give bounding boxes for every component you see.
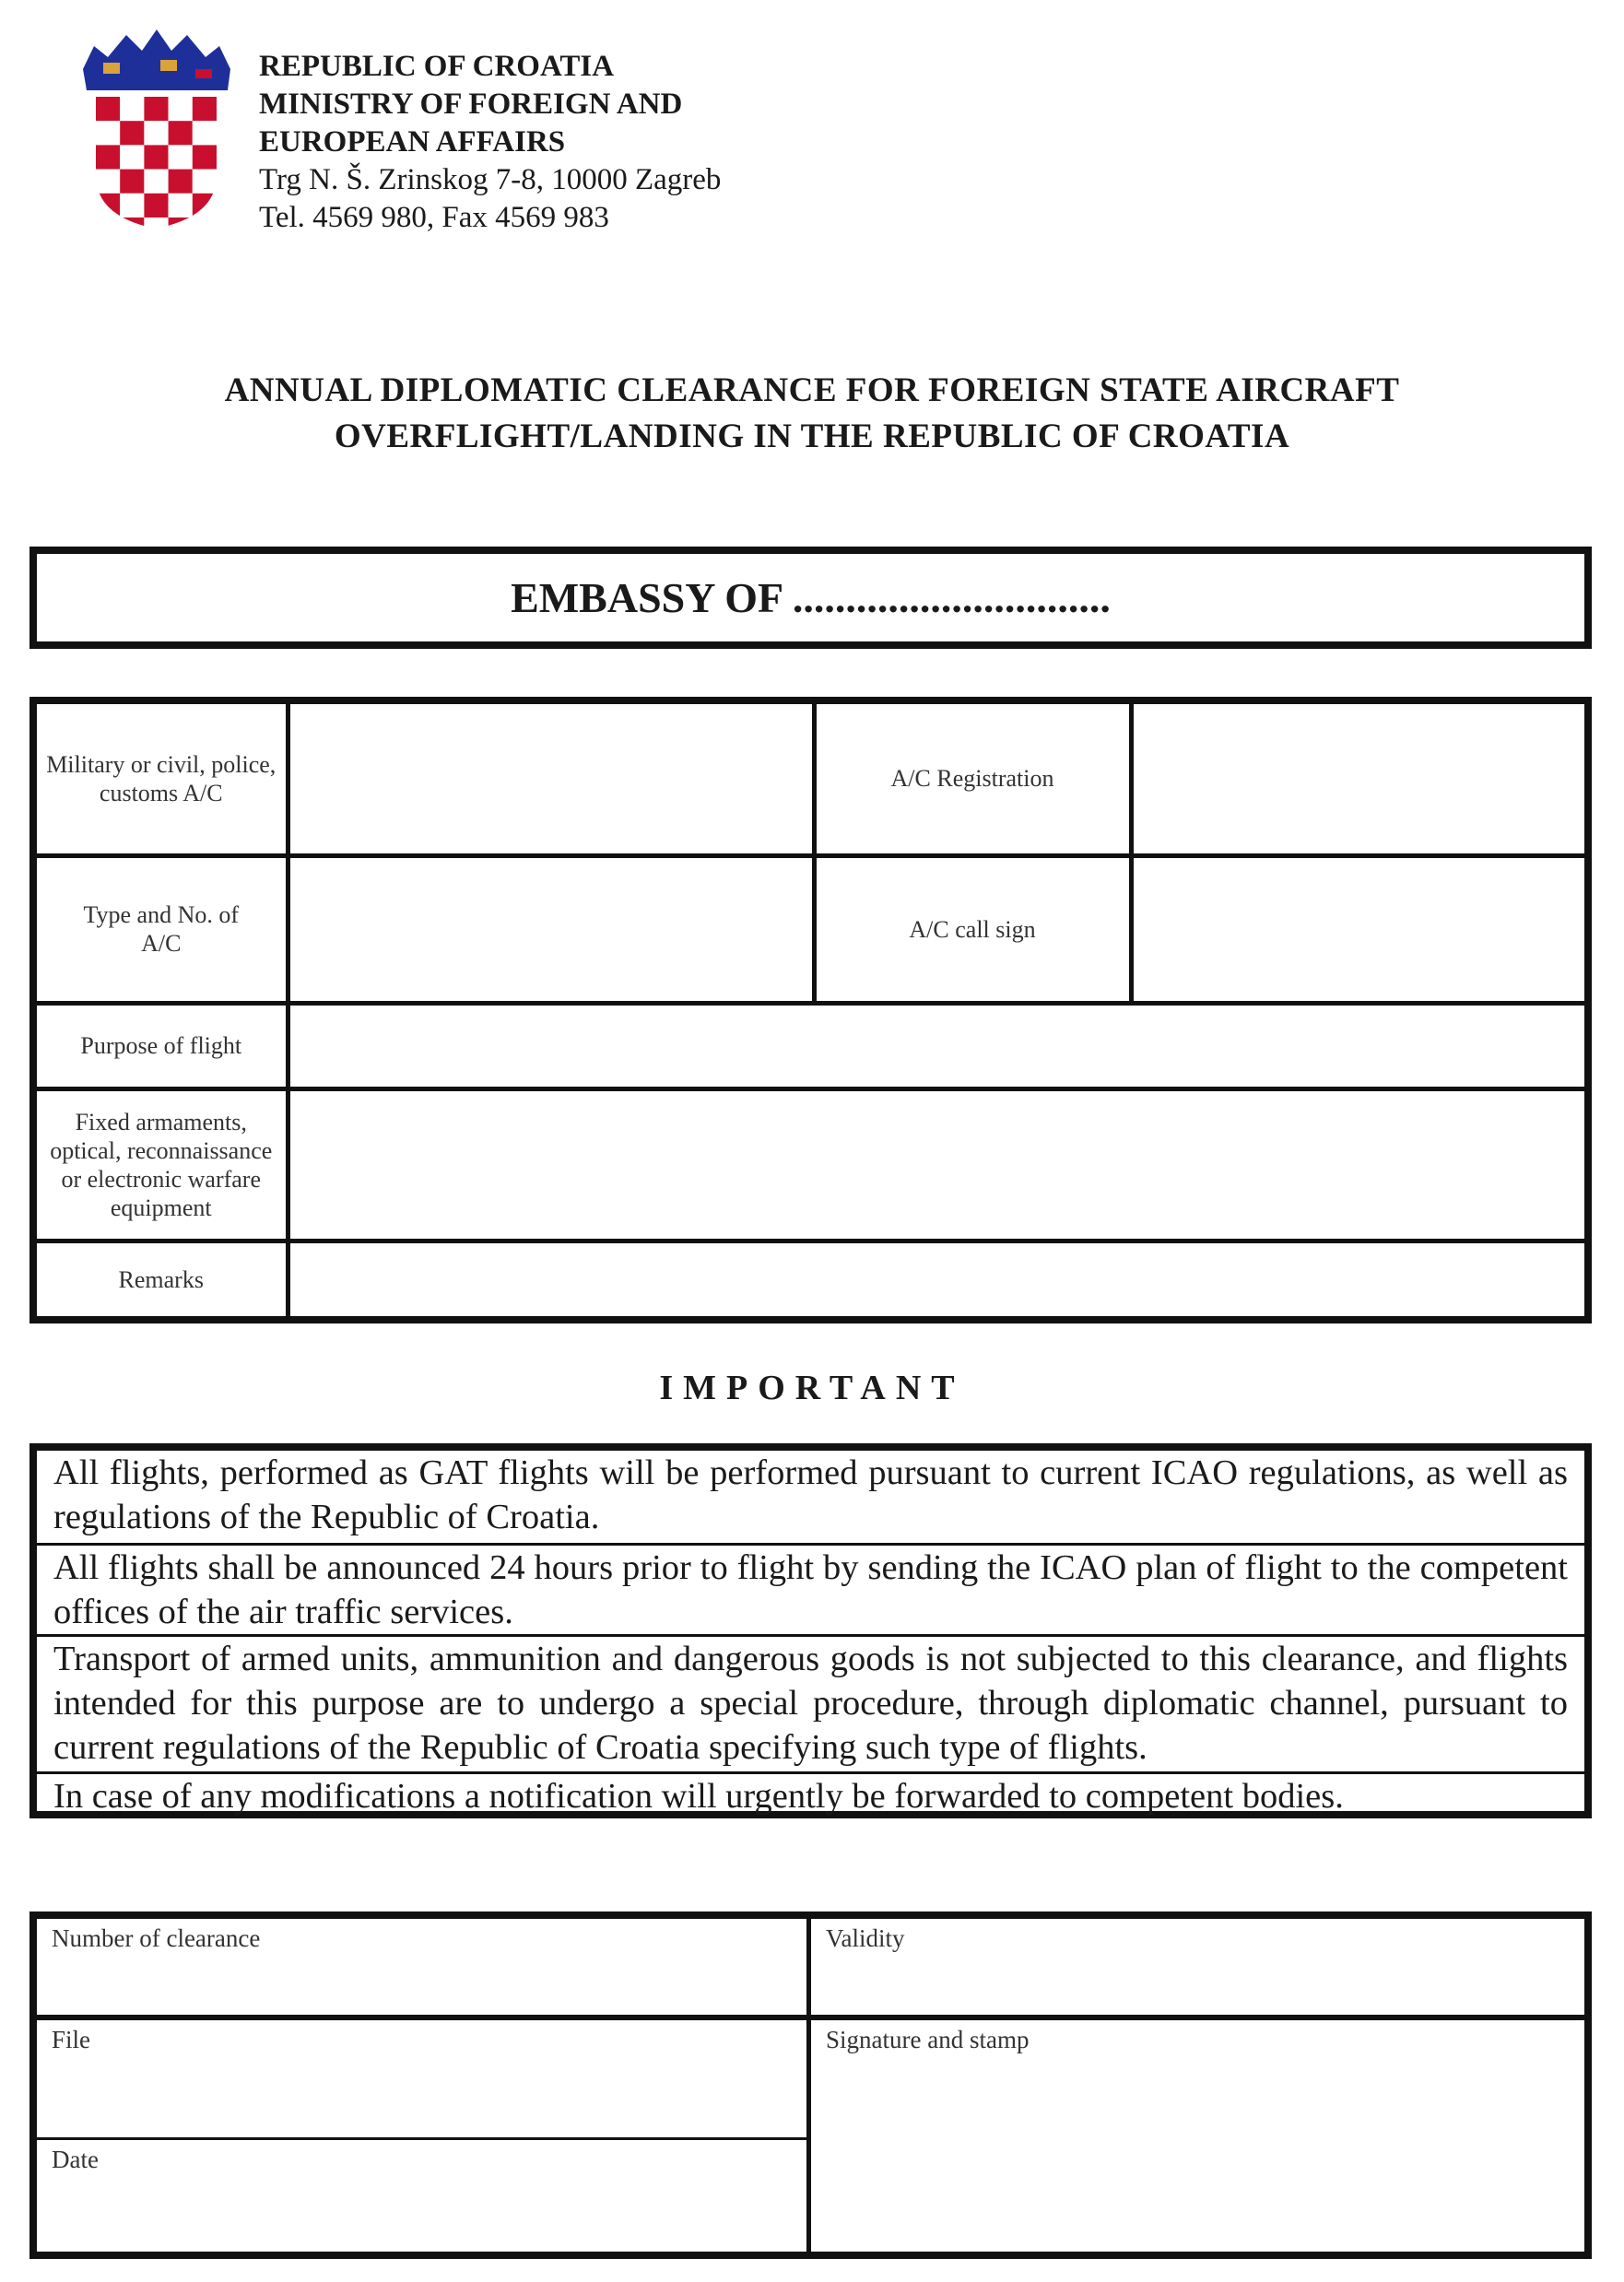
checker-square — [144, 194, 168, 218]
checker-square — [96, 145, 120, 169]
checker-square — [193, 121, 217, 145]
date-field[interactable] — [37, 2140, 811, 2252]
document-title-line-1: ANNUAL DIPLOMATIC CLEARANCE FOR FOREIGN STATE AIRCRAFT — [224, 371, 1400, 409]
label-call-sign: A/C call sign — [814, 855, 1131, 1003]
checker-square — [193, 218, 217, 230]
important-heading: IMPORTANT — [659, 1369, 965, 1407]
checker-square — [144, 218, 168, 230]
input-remarks[interactable] — [288, 1241, 1588, 1320]
label-remarks: Remarks — [33, 1241, 288, 1320]
input-call-sign[interactable] — [1131, 855, 1588, 1003]
address: Trg N. Š. Zrinskog 7-8, 10000 Zagreb — [259, 163, 722, 196]
checker-square — [120, 218, 144, 230]
checker-square — [120, 145, 144, 169]
checker-square — [96, 218, 120, 230]
document-title-line-2: OVERFLIGHT/LANDING IN THE REPUBLIC OF CROATIA — [334, 418, 1290, 455]
phone-fax: Tel. 4569 980, Fax 4569 983 — [259, 201, 609, 234]
org-line-2: MINISTRY OF FOREIGN AND — [259, 88, 683, 121]
org-line-1: REPUBLIC OF CROATIA — [259, 50, 615, 83]
label-equipment: Fixed armaments, optical, reconnaissance or electronic warfare equipment — [33, 1088, 288, 1241]
input-purpose[interactable] — [288, 1003, 1588, 1088]
embassy-field[interactable] — [29, 547, 1592, 649]
signature-stamp-field[interactable] — [811, 2020, 1584, 2252]
checker-square — [169, 170, 193, 194]
checker-square — [96, 121, 120, 145]
official-use-table — [29, 1911, 1592, 2259]
ministry-header — [259, 48, 721, 237]
embassy-label: EMBASSY OF .............................. — [511, 574, 1111, 621]
checker-square — [96, 97, 120, 121]
org-line-3: EUROPEAN AFFAIRS — [259, 125, 566, 159]
notice-item: All flights shall be announced 24 hours prior to flight by sending the ICAO plan of flight to the competent offices of the air traffic services. — [37, 1546, 1584, 1637]
input-military-civil[interactable] — [288, 700, 814, 855]
label-registration: A/C Registration — [814, 700, 1131, 855]
checker-square — [193, 170, 217, 194]
label-purpose: Purpose of flight — [33, 1003, 288, 1088]
number-of-clearance-label: Number of clearance — [52, 1924, 261, 1952]
input-registration[interactable] — [1131, 700, 1588, 855]
label-type-no: Type and No. of A/C — [33, 855, 288, 1003]
aircraft-details-table — [29, 697, 1592, 1323]
checker-square — [169, 121, 193, 145]
label-military-civil: Military or civil, police, customs A/C — [33, 700, 288, 855]
checker-square — [193, 97, 217, 121]
important-notices — [29, 1443, 1592, 1818]
notice-item: Transport of armed units, ammunition and dangerous goods is not subjected to this clearance, and flights intended for this purpose are to undergo a special procedure, through diplomatic channel, pursuant to current regulations of the Republic of Croatia specifying such type of flights. — [37, 1637, 1584, 1774]
checker-square — [120, 170, 144, 194]
checker-square — [144, 145, 168, 169]
checker-square — [193, 145, 217, 169]
validity-field[interactable] — [811, 1919, 1584, 2020]
checker-square — [120, 194, 144, 218]
input-equipment[interactable] — [288, 1088, 1588, 1241]
input-type-no[interactable] — [288, 855, 814, 1003]
notice-item: In case of any modifications a notification will urgently be forwarded to competent bodies. — [53, 1777, 1344, 1816]
checker-square — [144, 121, 168, 145]
file-field[interactable] — [37, 2020, 811, 2140]
checker-square — [96, 170, 120, 194]
checker-square — [169, 194, 193, 218]
checker-square — [120, 121, 144, 145]
checker-square — [144, 97, 168, 121]
checker-square — [193, 194, 217, 218]
checker-square — [169, 145, 193, 169]
date-label: Date — [52, 2146, 99, 2173]
file-label: File — [52, 2026, 91, 2053]
signature-stamp-label: Signature and stamp — [826, 2026, 1030, 2053]
checker-square — [96, 194, 120, 218]
checker-square — [169, 97, 193, 121]
checker-square — [169, 218, 193, 230]
croatian-coat-of-arms-logo — [76, 18, 237, 230]
notice-item: All flights, performed as GAT flights will be performed pursuant to current ICAO regulations, as well as regulations of the Republic of Croatia. — [37, 1451, 1584, 1546]
number-of-clearance-field[interactable] — [37, 1919, 811, 2020]
checker-square — [144, 170, 168, 194]
checker-square — [120, 97, 144, 121]
validity-label: Validity — [826, 1924, 905, 1952]
